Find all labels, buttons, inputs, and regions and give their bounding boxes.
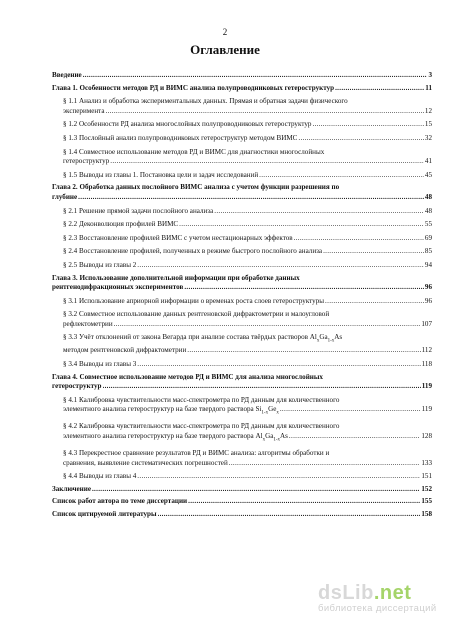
table-of-contents — [52, 71, 432, 520]
toc-entry-section-4-2[interactable]: § 4.2 Калибровка чувствительности масс-спектрометра по РД данным для количественного элементного анализа гетероструктур на базе твердого раствора $Al_xGa_{1-x}As$ ..... 128 — [52, 422, 432, 445]
watermark-logo: dsLib.net — [318, 582, 412, 604]
toc-entry-section-3-1[interactable]: § 3.1 Использование априорной информации о временах роста слоев гетероструктуры ..... 96 — [52, 297, 432, 307]
page-title: Оглавление — [190, 42, 260, 57]
toc-entry-section-1-2[interactable]: § 1.2 Особенности РД анализа многослойных полупроводниковых гетероструктур ..... 15 — [52, 120, 432, 130]
toc-entry-section-3-2[interactable]: § 3.2 Совместное использование данных рентгеновской дифрактометрии и малоугловой рефлектометрии ..... 107 — [52, 310, 432, 329]
page-number: 2 — [222, 27, 228, 37]
toc-entry-section-2-3[interactable]: § 2.3 Восстановление профилей ВИМС с учетом нестационарных эффектов ..... 69 — [52, 234, 432, 244]
watermark-subtitle: библиотека диссертаций — [318, 603, 437, 614]
watermark — [318, 582, 437, 614]
toc-entry-chapter-4[interactable]: Глава 4. Совместное использование методов РД и ВИМС для анализа многослойных гетероструктур ..... 119 — [52, 373, 432, 392]
toc-entry-section-2-1[interactable]: § 2.1 Решение прямой задачи послойного анализа ..... 48 — [52, 207, 432, 217]
toc-entry-intro[interactable]: Введение ..... 3 — [52, 71, 432, 81]
toc-entry-section-1-3[interactable]: § 1.3 Послойный анализ полупроводниковых гетероструктур методом ВИМС ..... 32 — [52, 134, 432, 144]
toc-entry-section-2-5[interactable]: § 2.5 Выводы из главы 2 ..... 94 — [52, 261, 432, 271]
toc-entry-author-works[interactable]: Список работ автора по теме диссертации ..... 155 — [52, 497, 432, 507]
toc-entry-section-3-4[interactable]: § 3.4 Выводы из главы 3 ..... 118 — [52, 360, 432, 370]
toc-entry-section-1-1[interactable]: § 1.1 Анализ и обработка экспериментальных данных. Прямая и обратная задачи физического эксперимента ..... 12 — [52, 97, 432, 116]
toc-entry-section-3-3[interactable]: § 3.3 Учёт отклонений от закона Вегарда при анализе состава твёрдых растворов $Al_xGa_{1-x}As$ методом рентгеновской дифрактометрии ..... 112 — [52, 333, 432, 356]
toc-entry-section-4-4[interactable]: § 4.4 Выводы из главы 4 ..... 151 — [52, 472, 432, 482]
toc-entry-section-2-4[interactable]: § 2.4 Восстановление профилей, полученных в режиме быстрого послойного анализа ..... 85 — [52, 247, 432, 257]
toc-entry-references[interactable]: Список цитируемой литературы ..... 158 — [52, 510, 432, 520]
toc-entry-section-4-1[interactable]: § 4.1 Калибровка чувствительности масс-спектрометра по РД данным для количественного элементного анализа гетероструктур на базе твердого раствора $Si_{1-x}Ge_x$ ..... 119 — [52, 396, 432, 419]
toc-entry-chapter-1[interactable]: Глава 1. Особенности методов РД и ВИМС анализа полупроводниковых гетероструктур ..... 11 — [52, 84, 432, 94]
toc-entry-chapter-2[interactable]: Глава 2. Обработка данных послойного ВИМС анализа с учетом функции разрешения по глубине ..... 48 — [52, 183, 432, 202]
toc-entry-section-2-2[interactable]: § 2.2 Деконволюция профилей ВИМС ..... 55 — [52, 220, 432, 230]
toc-entry-conclusion[interactable]: Заключение ..... 152 — [52, 485, 432, 495]
toc-entry-section-1-4[interactable]: § 1.4 Совместное использование методов РД и ВИМС для диагностики многослойных гетероструктур ..... 41 — [52, 148, 432, 167]
toc-entry-section-1-5[interactable]: § 1.5 Выводы из главы 1. Постановка цели и задач исследований ..... 45 — [52, 171, 432, 181]
toc-entry-chapter-3[interactable]: Глава 3. Использование дополнительной информации при обработке данных рентгенодифракционных экспериментов ..... 96 — [52, 274, 432, 293]
toc-entry-section-4-3[interactable]: § 4.3 Перекрестное сравнение результатов РД и ВИМС анализа: алгоритмы обработки и сравнения, выявление систематических погрешностей ..... 133 — [52, 449, 432, 468]
